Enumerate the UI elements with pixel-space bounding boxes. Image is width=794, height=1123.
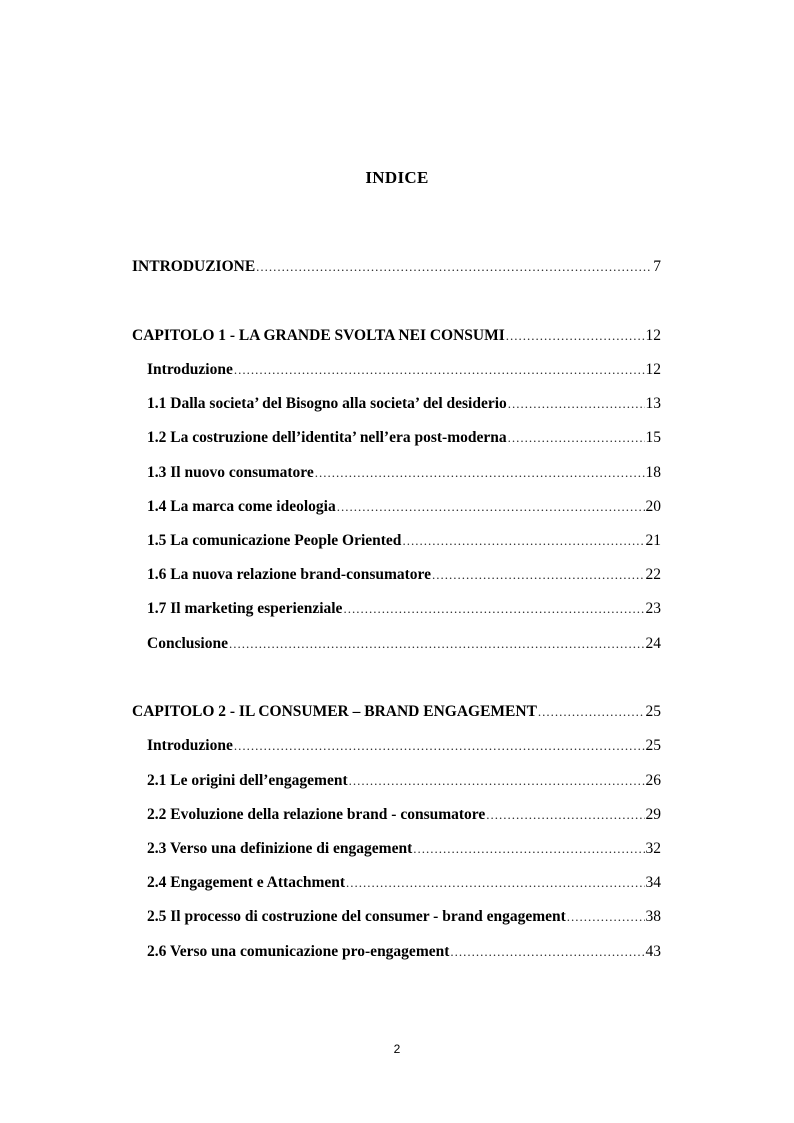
toc-entry-introduzione[interactable] bbox=[132, 257, 661, 277]
toc-entry-page: 25 bbox=[645, 737, 661, 754]
toc-dot-leader bbox=[234, 360, 645, 380]
toc-entry-page: 38 bbox=[645, 908, 661, 925]
toc-entry[interactable] bbox=[147, 634, 661, 654]
toc-dot-leader bbox=[506, 326, 645, 346]
toc-entry[interactable] bbox=[147, 497, 661, 517]
toc-entry-label: 1.6 La nuova relazione brand-consumatore bbox=[147, 566, 432, 583]
toc-dot-leader bbox=[349, 771, 645, 791]
toc-entry-page: 21 bbox=[645, 532, 661, 549]
toc-entry-page: 29 bbox=[645, 806, 661, 823]
toc-entry-page: 32 bbox=[645, 840, 661, 857]
toc-dot-leader bbox=[413, 839, 644, 859]
toc-entry[interactable] bbox=[147, 428, 661, 448]
toc-entry-label: 1.2 La costruzione dell’identita’ nell’era post-moderna bbox=[147, 429, 507, 446]
toc-entry[interactable] bbox=[147, 531, 661, 551]
toc-entry-label: Conclusione bbox=[147, 635, 228, 652]
toc-entry-page: 26 bbox=[645, 772, 661, 789]
page-number: 2 bbox=[393, 1042, 401, 1056]
toc-entry-page: 22 bbox=[645, 566, 661, 583]
toc-entry[interactable] bbox=[147, 565, 661, 585]
toc-entry[interactable] bbox=[147, 839, 661, 859]
toc-dot-leader bbox=[538, 702, 645, 722]
toc-entry-label: 1.3 Il nuovo consumatore bbox=[147, 464, 314, 481]
toc-dot-leader bbox=[343, 599, 644, 619]
toc-entry-label: 2.2 Evoluzione della relazione brand - consumatore bbox=[147, 806, 486, 823]
toc-chapter-2[interactable] bbox=[132, 702, 661, 722]
toc-entry-label: 1.4 La marca come ideologia bbox=[147, 498, 336, 515]
toc-entry-label: 1.5 La comunicazione People Oriented bbox=[147, 532, 402, 549]
toc-chapter-page: 25 bbox=[645, 703, 661, 720]
toc-dot-leader bbox=[450, 942, 644, 962]
toc-entry-page: 7 bbox=[653, 258, 661, 275]
toc-entry[interactable] bbox=[147, 942, 661, 962]
toc-dot-leader bbox=[234, 736, 645, 756]
toc-entry[interactable] bbox=[147, 463, 661, 483]
toc-dot-leader bbox=[567, 907, 645, 927]
toc-entry[interactable] bbox=[147, 805, 661, 825]
toc-dot-leader bbox=[508, 394, 645, 414]
toc-entry[interactable] bbox=[147, 599, 661, 619]
toc-chapter-page: 12 bbox=[645, 327, 661, 344]
page-title: INDICE bbox=[365, 168, 429, 187]
toc-entry[interactable] bbox=[147, 907, 661, 927]
toc-dot-leader bbox=[486, 805, 644, 825]
toc-entry-label: INTRODUZIONE bbox=[132, 258, 256, 275]
toc-entry-page: 18 bbox=[645, 464, 661, 481]
toc-dot-leader bbox=[229, 634, 645, 654]
toc-entry-page: 20 bbox=[645, 498, 661, 515]
toc-entry-page: 43 bbox=[645, 943, 661, 960]
toc-entry-label: 2.6 Verso una comunicazione pro-engagement bbox=[147, 943, 450, 960]
toc-entry-page: 24 bbox=[645, 635, 661, 652]
toc-entry-page: 15 bbox=[645, 429, 661, 446]
toc-entry-label: Introduzione bbox=[147, 361, 233, 378]
toc-chapter-label: CAPITOLO 1 - LA GRANDE SVOLTA NEI CONSUMI bbox=[132, 327, 505, 344]
toc-entry[interactable] bbox=[147, 736, 661, 756]
toc-entry-page: 34 bbox=[645, 874, 661, 891]
toc-dot-leader bbox=[315, 463, 645, 483]
toc-entry-label: 1.7 Il marketing esperienziale bbox=[147, 600, 343, 617]
toc-entry-label: 2.4 Engagement e Attachment bbox=[147, 874, 346, 891]
toc-dot-leader bbox=[432, 565, 644, 585]
toc-entry-label: 2.3 Verso una definizione di engagement bbox=[147, 840, 413, 857]
toc-dot-leader bbox=[508, 428, 645, 448]
toc-entry[interactable] bbox=[147, 771, 661, 791]
toc-dot-leader bbox=[256, 257, 652, 277]
toc-entry-label: 2.1 Le origini dell’engagement bbox=[147, 772, 348, 789]
toc-dot-leader bbox=[402, 531, 644, 551]
toc-dot-leader bbox=[346, 873, 644, 893]
toc-entry-label: Introduzione bbox=[147, 737, 233, 754]
toc-entry-page: 12 bbox=[645, 361, 661, 378]
toc-entry[interactable] bbox=[147, 360, 661, 380]
toc-entry-page: 13 bbox=[645, 395, 661, 412]
toc-entry-label: 2.5 Il processo di costruzione del consumer - brand engagement bbox=[147, 908, 566, 925]
toc-chapter-label: CAPITOLO 2 - IL CONSUMER – BRAND ENGAGEMENT bbox=[132, 703, 537, 720]
toc-dot-leader bbox=[337, 497, 645, 517]
toc-chapter-1[interactable] bbox=[132, 326, 661, 346]
toc-entry-page: 23 bbox=[645, 600, 661, 617]
toc-entry[interactable] bbox=[147, 394, 661, 414]
toc-entry-label: 1.1 Dalla societa’ del Bisogno alla societa’ del desiderio bbox=[147, 395, 507, 412]
toc-entry[interactable] bbox=[147, 873, 661, 893]
